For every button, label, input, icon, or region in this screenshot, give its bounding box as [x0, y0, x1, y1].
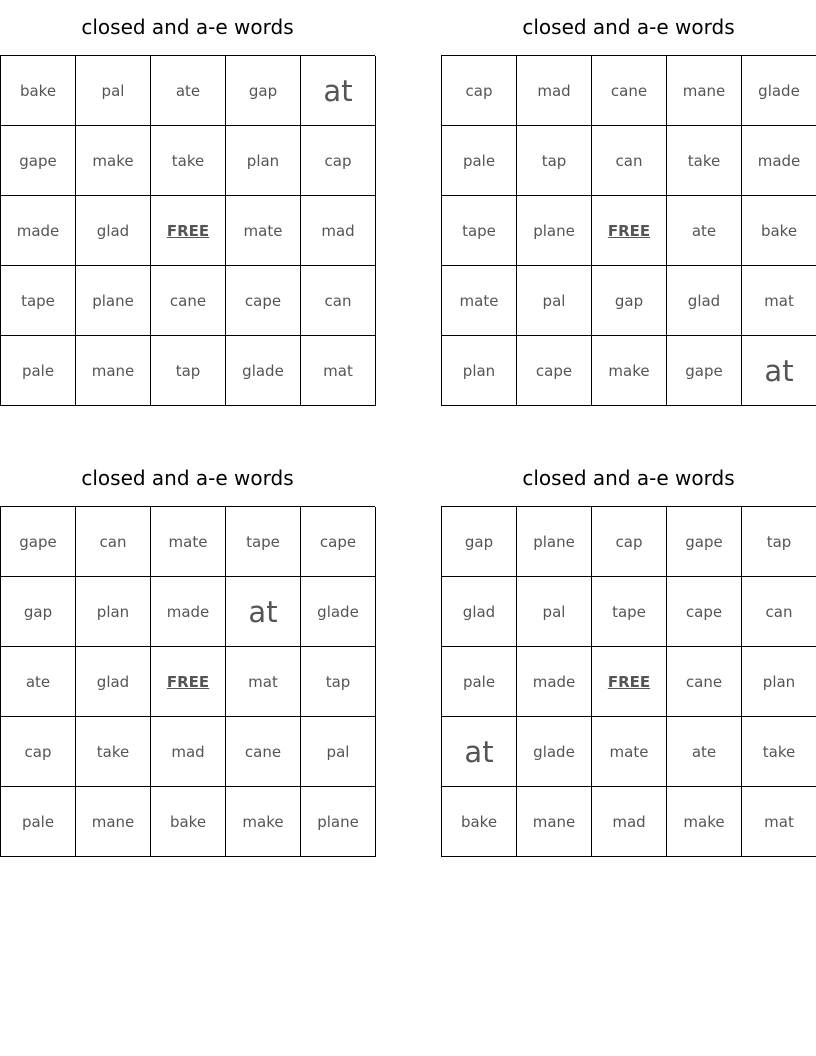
bingo-cell: can	[592, 126, 667, 196]
bingo-cell: pal	[517, 266, 592, 336]
bingo-cell: glad	[667, 266, 742, 336]
bingo-grid	[441, 506, 816, 857]
bingo-cell: bake	[442, 787, 517, 857]
bingo-cell: glade	[301, 577, 376, 647]
bingo-cell: mate	[442, 266, 517, 336]
bingo-cell: gap	[442, 507, 517, 577]
bingo-grid	[441, 55, 816, 406]
bingo-cell: glade	[742, 56, 816, 126]
bingo-cell: cap	[592, 507, 667, 577]
bingo-cell: plane	[517, 196, 592, 266]
bingo-cell: ate	[667, 717, 742, 787]
bingo-cell: ate	[1, 647, 76, 717]
bingo-cell: mad	[301, 196, 376, 266]
bingo-cell: tape	[1, 266, 76, 336]
bingo-cell: gape	[1, 507, 76, 577]
bingo-cell: pale	[442, 126, 517, 196]
bingo-cell: tape	[592, 577, 667, 647]
bingo-cell: plan	[226, 126, 301, 196]
bingo-cell: tape	[226, 507, 301, 577]
bingo-cell: at	[742, 336, 816, 406]
bingo-cell: make	[76, 126, 151, 196]
bingo-cell: mate	[226, 196, 301, 266]
bingo-cell: at	[442, 717, 517, 787]
bingo-cell: mad	[151, 717, 226, 787]
bingo-cell: tap	[151, 336, 226, 406]
bingo-cell: glad	[442, 577, 517, 647]
bingo-cell: ate	[151, 56, 226, 126]
bingo-cell: at	[226, 577, 301, 647]
card-title: closed and a-e words	[81, 466, 294, 490]
bingo-cell: cape	[667, 577, 742, 647]
bingo-card-2	[441, 0, 816, 406]
bingo-cell: can	[76, 507, 151, 577]
bingo-cell: plan	[742, 647, 816, 717]
bingo-cell: cape	[301, 507, 376, 577]
bingo-cell: mat	[742, 787, 816, 857]
bingo-cell: ate	[667, 196, 742, 266]
free-space-cell: FREE	[592, 647, 667, 717]
bingo-cell: glade	[226, 336, 301, 406]
bingo-cell: made	[151, 577, 226, 647]
bingo-cell: mat	[226, 647, 301, 717]
bingo-cell: make	[592, 336, 667, 406]
bingo-cell: gape	[1, 126, 76, 196]
bingo-cell: cape	[517, 336, 592, 406]
bingo-cell: plan	[442, 336, 517, 406]
bingo-grid	[0, 55, 375, 406]
bingo-cell: mad	[592, 787, 667, 857]
bingo-cell: pal	[301, 717, 376, 787]
bingo-cell: glad	[76, 196, 151, 266]
bingo-cell: mat	[301, 336, 376, 406]
bingo-cell: cane	[592, 56, 667, 126]
bingo-cell: cap	[442, 56, 517, 126]
bingo-cell: make	[667, 787, 742, 857]
bingo-cell: made	[742, 126, 816, 196]
bingo-cell: cane	[667, 647, 742, 717]
bingo-cell: mane	[76, 787, 151, 857]
bingo-cell: at	[301, 56, 376, 126]
bingo-cell: glad	[76, 647, 151, 717]
bingo-cell: mane	[667, 56, 742, 126]
bingo-cell: pal	[517, 577, 592, 647]
bingo-card-3	[0, 451, 375, 857]
bingo-cell: gape	[667, 507, 742, 577]
bingo-cell: take	[742, 717, 816, 787]
card-title: closed and a-e words	[522, 15, 735, 39]
bingo-cell: made	[1, 196, 76, 266]
bingo-cell: bake	[1, 56, 76, 126]
bingo-cell: can	[742, 577, 816, 647]
bingo-cell: plane	[517, 507, 592, 577]
bingo-cell: tap	[517, 126, 592, 196]
bingo-cell: take	[667, 126, 742, 196]
bingo-cell: mate	[592, 717, 667, 787]
bingo-cell: tape	[442, 196, 517, 266]
bingo-cell: take	[151, 126, 226, 196]
bingo-cell: cane	[151, 266, 226, 336]
free-space-cell: FREE	[151, 196, 226, 266]
card-title: closed and a-e words	[81, 15, 294, 39]
free-space-cell: FREE	[151, 647, 226, 717]
bingo-cell: plane	[76, 266, 151, 336]
bingo-cell: gap	[1, 577, 76, 647]
bingo-cell: gap	[226, 56, 301, 126]
bingo-cell: mane	[76, 336, 151, 406]
bingo-cell: pale	[1, 787, 76, 857]
bingo-cell: cap	[301, 126, 376, 196]
bingo-cell: take	[76, 717, 151, 787]
bingo-cell: bake	[151, 787, 226, 857]
bingo-cell: cap	[1, 717, 76, 787]
bingo-cell: mate	[151, 507, 226, 577]
free-space-cell: FREE	[592, 196, 667, 266]
bingo-cell: gape	[667, 336, 742, 406]
bingo-card-1	[0, 0, 375, 406]
bingo-cell: gap	[592, 266, 667, 336]
bingo-cell: tap	[301, 647, 376, 717]
bingo-cell: cane	[226, 717, 301, 787]
bingo-card-4	[441, 451, 816, 857]
bingo-cell: pal	[76, 56, 151, 126]
bingo-cell: pale	[1, 336, 76, 406]
bingo-grid	[0, 506, 375, 857]
card-title: closed and a-e words	[522, 466, 735, 490]
bingo-cell: glade	[517, 717, 592, 787]
bingo-cell: mat	[742, 266, 816, 336]
bingo-cell: plane	[301, 787, 376, 857]
bingo-cell: mane	[517, 787, 592, 857]
bingo-cell: made	[517, 647, 592, 717]
bingo-cell: mad	[517, 56, 592, 126]
bingo-cell: can	[301, 266, 376, 336]
bingo-cell: bake	[742, 196, 816, 266]
bingo-cell: pale	[442, 647, 517, 717]
bingo-cell: plan	[76, 577, 151, 647]
bingo-cell: tap	[742, 507, 816, 577]
bingo-cell: cape	[226, 266, 301, 336]
bingo-cell: make	[226, 787, 301, 857]
